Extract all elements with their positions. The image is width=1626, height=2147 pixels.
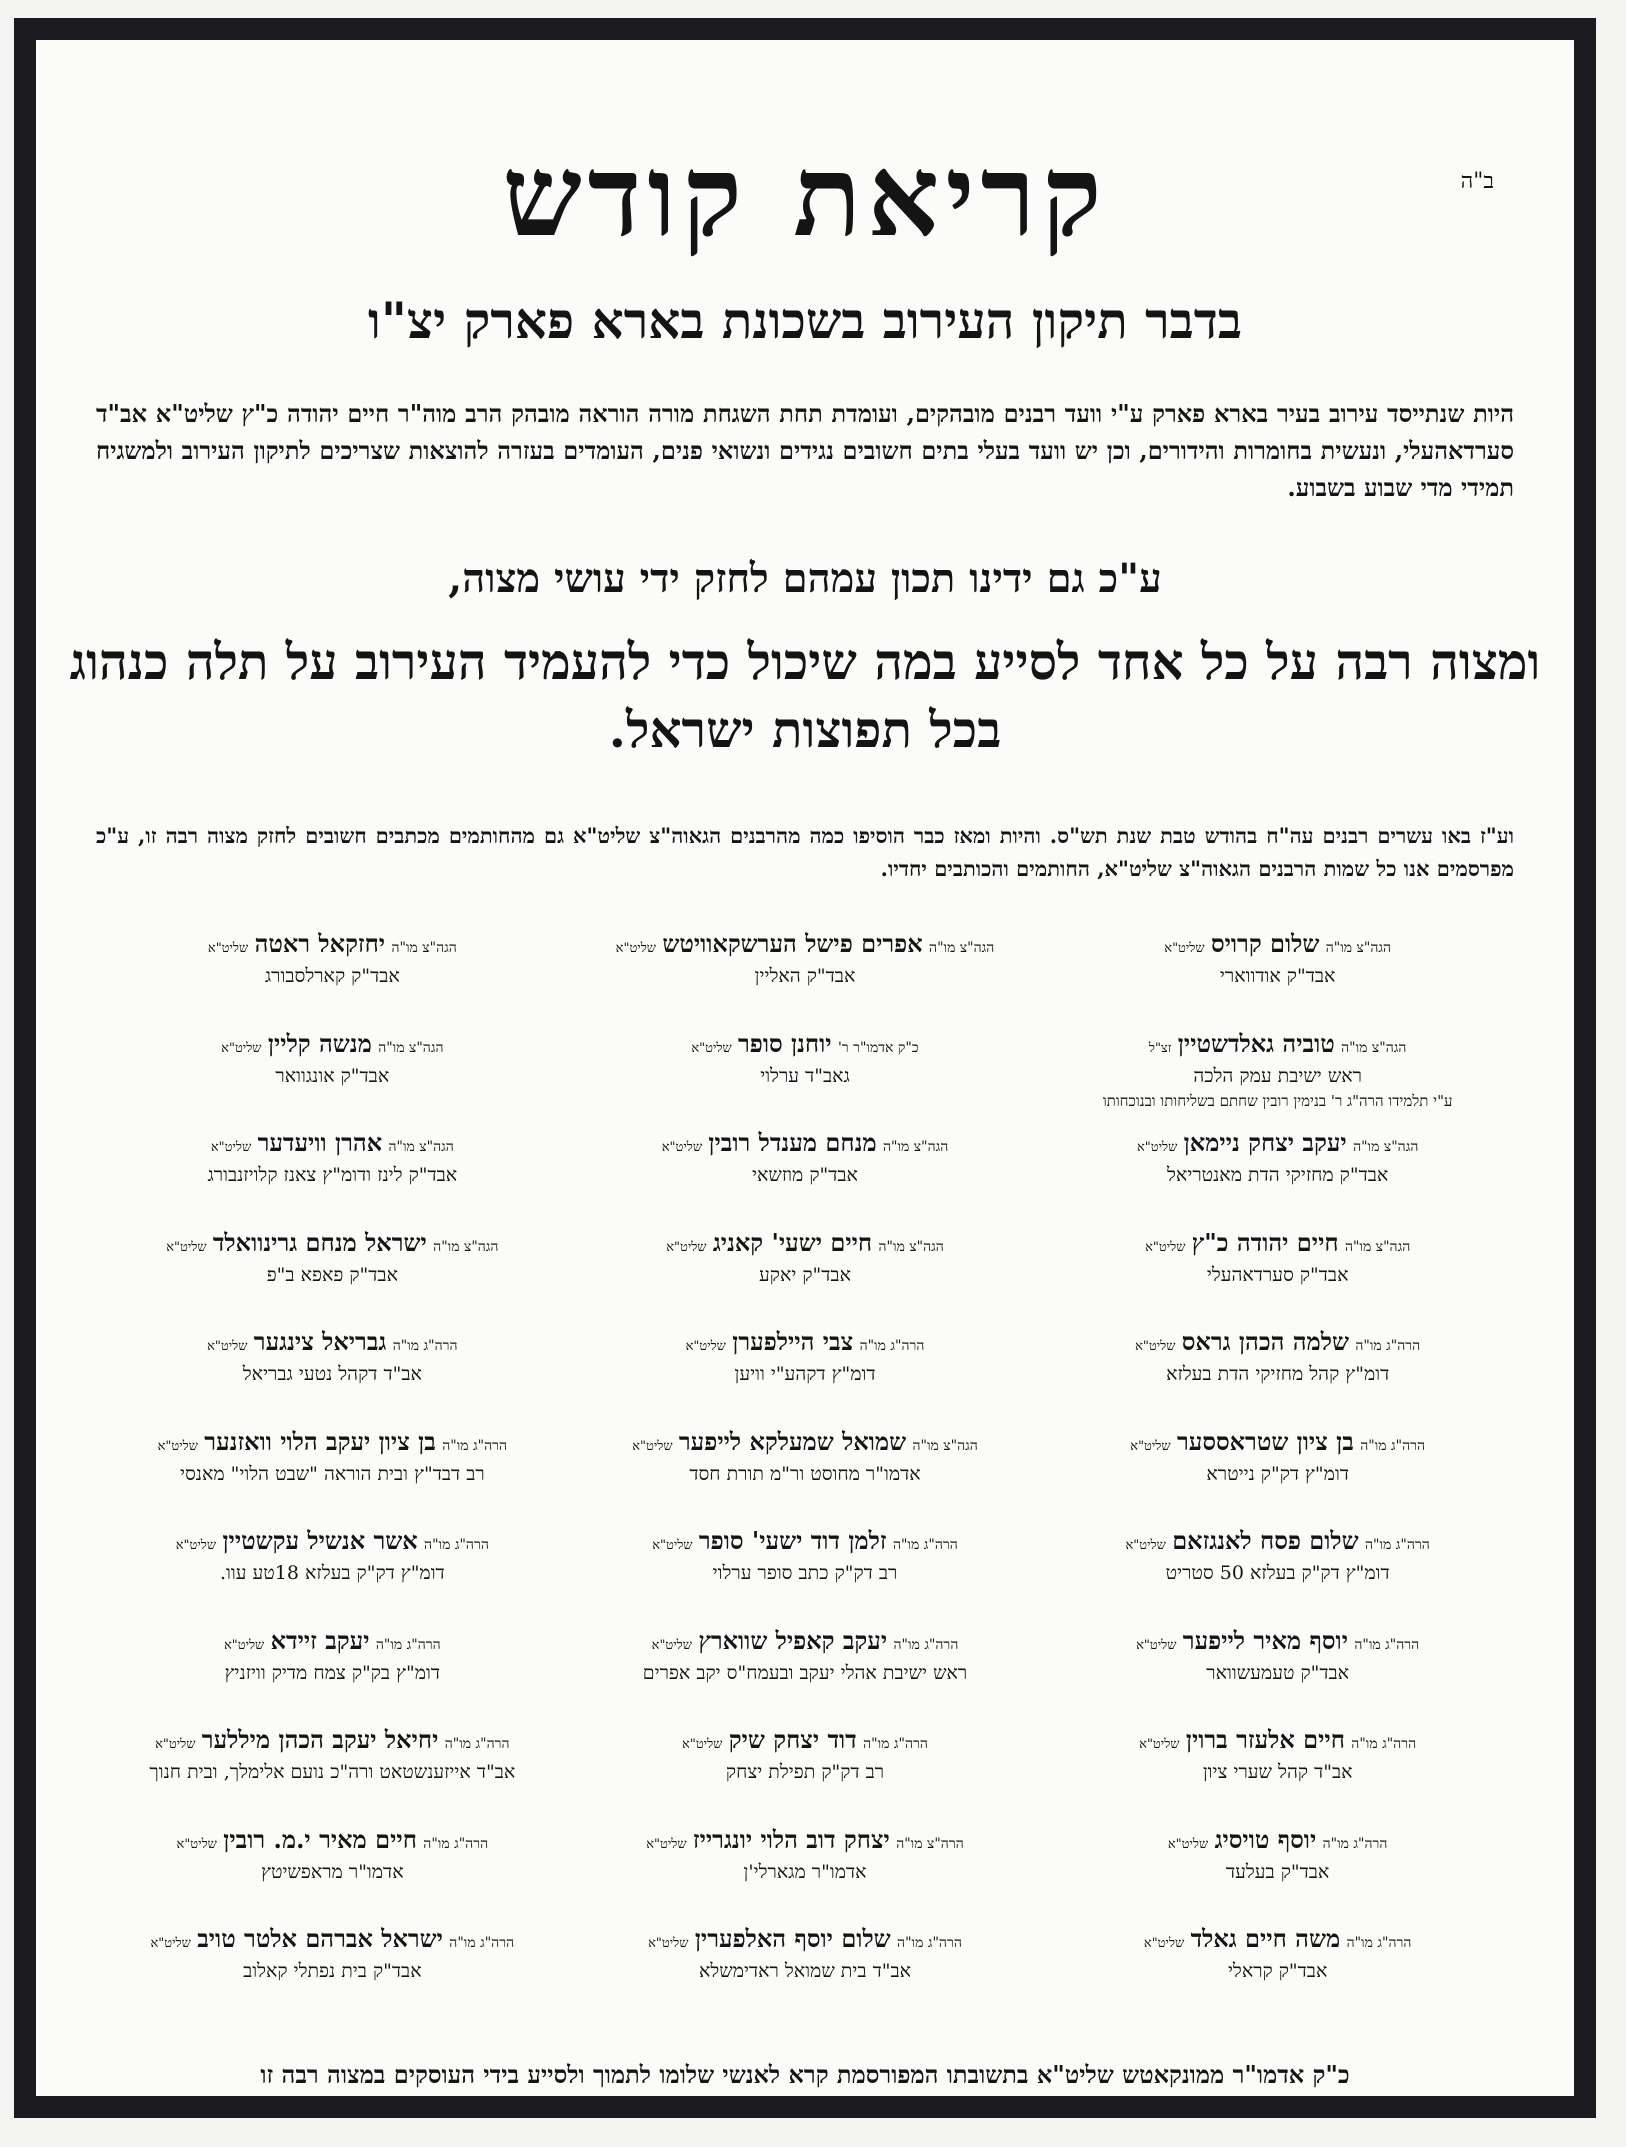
- signatory-name: יעקב זיידא: [270, 1625, 370, 1655]
- signatory-honorific: שליט"א: [223, 1637, 265, 1653]
- signatory-name-line: [96, 1822, 569, 1858]
- signatory-position: אבד"ק קראלי: [1227, 1960, 1328, 1983]
- signatories-grid: [96, 920, 1514, 2015]
- signatory-entry: [1041, 1716, 1514, 1816]
- signatory-name: מנחם מענדל רובין: [708, 1128, 877, 1158]
- signatory-title: הגה"צ מו"ה: [1353, 1139, 1419, 1156]
- bh-mark: ב"ה: [1460, 169, 1494, 194]
- signatory-name-line: [96, 1722, 569, 1758]
- signatory-entry: [569, 1119, 1042, 1219]
- signatory-entry: [569, 1517, 1042, 1617]
- signatory-name-line: [1041, 1921, 1514, 1957]
- signatory-position: אבד"ק מחזיקי הדת מאנטריאל: [1167, 1164, 1389, 1187]
- signatory-entry: [1041, 1020, 1514, 1120]
- signatory-title: הרה"ג מו"ה: [424, 1537, 489, 1554]
- signatory-name-line: [569, 1822, 1042, 1858]
- signatory-position: דומ"ץ דק"ק בעלזא 18טע עוו.: [219, 1562, 445, 1585]
- signatory-position: דומ"ץ בק"ק צמח מדיק וויזניץ: [224, 1661, 441, 1684]
- signatory-entry: [96, 1219, 569, 1319]
- signatory-title: הרה"צ מו"ה: [896, 1835, 964, 1852]
- signatory-name: חיים אלעזר ברוין: [1185, 1725, 1345, 1755]
- signatory-honorific: שליט"א: [157, 1438, 198, 1454]
- signatory-name-line: [1041, 1822, 1514, 1858]
- signatory-title: הגה"צ מו"ה: [378, 1039, 444, 1056]
- signatory-honorific: שליט"א: [648, 1936, 689, 1952]
- signatory-entry: [1041, 1318, 1514, 1418]
- signatory-name-line: [96, 1324, 569, 1360]
- signatory-name-line: [569, 1125, 1042, 1161]
- signatory-name-line: [569, 1623, 1042, 1659]
- signatory-title: הרה"ג מו"ה: [863, 1736, 928, 1753]
- signatory-entry: [569, 1816, 1042, 1916]
- signatory-name: חיים מאיר י.מ. רובין: [223, 1824, 417, 1854]
- signatory-honorific: זצ"ל: [1148, 1040, 1172, 1056]
- signatory-entry: [1041, 1617, 1514, 1717]
- signatory-name: גבריאל צינגער: [253, 1327, 387, 1357]
- signatory-title: הרה"ג מו"ה: [392, 1338, 458, 1355]
- signatory-entry: [96, 1119, 569, 1219]
- signatory-position: אבד"ק לינז ודומ"ץ צאנז קלויזנבורג: [207, 1164, 458, 1187]
- signatory-position: אב"ד אייזענשטאט ורה"כ נועם אלימלך, ובית חנוך: [149, 1761, 516, 1784]
- signatory-title: הגה"צ מו"ה: [388, 1139, 454, 1156]
- footer-line: כ"ק אדמו"ר ממונקאטש שליט"א בתשובתו המפורסמת קרא לאנשי שלומו לתמוך ולסייע בידי העוסקים במצוה רבה זו: [260, 2060, 1350, 2089]
- signatory-title: הרה"ג מו"ה: [1364, 1537, 1430, 1554]
- note-paragraph: וע"ז באו עשרים רבנים עה"ח בהודש טבת שנת תש"ס. והיות ומאז כבר הוסיפו כמה מהרבנים הגאוה"צ שליט"א גם מהחותמים מכתבים חשובים לחזק מצוה רבה זו, ע"כ מפרסמים אנו כל שמות הרבנים הגאוה"צ שליט"א, החותמים והכותבים יחדיו.: [96, 823, 1514, 881]
- signatory-honorific: שליט"א: [1145, 1239, 1186, 1255]
- signatory-honorific: שליט"א: [615, 941, 656, 956]
- signatory-name: יוסף מאיר לייפער: [1182, 1625, 1348, 1655]
- signatory-honorific: שליט"א: [685, 1339, 726, 1355]
- signatory-position: אדמו"ר מגארלי'ן: [743, 1860, 867, 1883]
- signatory-name: שלום פסח לאנגזאם: [1172, 1526, 1359, 1556]
- signatory-honorific: שליט"א: [155, 1737, 196, 1753]
- signatory-name-line: [569, 1225, 1042, 1261]
- signatory-entry: [96, 1716, 569, 1816]
- signatory-honorific: שליט"א: [1130, 1438, 1171, 1454]
- signatory-title: הרה"ג מו"ה: [375, 1636, 441, 1653]
- signatory-name: מנשה קליין: [267, 1028, 372, 1058]
- signatory-title: הרה"ג מו"ה: [1355, 1338, 1421, 1355]
- signatory-entry: [569, 1716, 1042, 1816]
- signatory-position: אבד"ק טעמעשוואר: [1206, 1661, 1350, 1684]
- signatory-title: הגה"צ מו"ה: [1325, 940, 1392, 956]
- signatory-honorific: שליט"א: [1135, 1339, 1176, 1355]
- signatory-name: דוד יצחק שיק: [728, 1725, 857, 1755]
- signatory-entry: [1041, 1418, 1514, 1518]
- signatory-position: אבד"ק קארלסבורג: [264, 965, 400, 987]
- signatory-honorific: שליט"א: [1143, 1936, 1185, 1952]
- page-border: [14, 18, 1596, 2118]
- signatory-title: הרה"ג מו"ה: [897, 1935, 962, 1952]
- signatory-entry: [96, 1617, 569, 1717]
- signatory-honorific: שליט"א: [651, 1637, 692, 1653]
- signatory-honorific: שליט"א: [166, 1239, 207, 1255]
- signatory-name: ישראל מנחם גרינוואלד: [212, 1227, 427, 1257]
- signatory-name: ישראל אברהם אלטר טויב: [197, 1924, 443, 1954]
- signatory-honorific: שליט"א: [1164, 941, 1205, 956]
- signatory-position: דומ"ץ קהל מחזיקי הדת בעלזא: [1166, 1363, 1390, 1386]
- signatory-title: הגה"צ מו"ה: [912, 1437, 978, 1454]
- signatory-name-line: [96, 1623, 569, 1659]
- signatory-entry: [96, 1517, 569, 1617]
- signatory-position: רב דבד"ץ ובית הוראה "שבט הלוי" מאנסי: [179, 1462, 485, 1485]
- signatory-name: חיים ישעי' קאניג: [712, 1227, 873, 1257]
- signatory-name-line: [96, 1225, 569, 1261]
- signatory-honorific: שליט"א: [176, 1836, 217, 1852]
- signatory-name: יוחנן סופר: [738, 1028, 832, 1058]
- signatory-name: בן ציון שטראססער: [1176, 1426, 1354, 1456]
- signatory-position: אב"ד בית שמואל ראדימשלא: [699, 1960, 912, 1983]
- signatory-position: אבד"ק אודווארי: [1219, 965, 1336, 987]
- signatory-name-line: [569, 1921, 1042, 1957]
- signatory-name-line: [1041, 1324, 1514, 1360]
- page-title: קריאת קודש: [502, 131, 1108, 262]
- signatory-position: אבד"ק פאפא ב"פ: [266, 1263, 398, 1286]
- signatory-honorific: שליט"א: [1136, 1140, 1178, 1156]
- signatory-entry: [96, 1418, 569, 1518]
- signatory-entry: [96, 1816, 569, 1916]
- signatory-name: יעקב קאפיל שווארץ: [698, 1625, 888, 1655]
- signatory-name: אפרים פישל הערשקאוויטש: [662, 929, 923, 958]
- signatory-name: אהרן וויעדער: [257, 1128, 383, 1158]
- signatory-title: הרה"ג מו"ה: [449, 1935, 515, 1952]
- signatory-name-line: [96, 1523, 569, 1559]
- signatory-name-line: [1041, 1424, 1514, 1460]
- signatory-name: יחזקאל ראטה: [254, 929, 386, 958]
- signatory-title: הרה"ג מו"ה: [892, 1537, 958, 1554]
- signatory-name-line: [96, 1026, 569, 1062]
- signatory-title: הרה"ג מו"ה: [1354, 1636, 1420, 1653]
- signatory-title: הגה"צ מו"ה: [1341, 1039, 1407, 1056]
- signatory-name: זלמן דוד ישעי' סופר: [698, 1526, 887, 1556]
- signatory-name-line: [96, 926, 569, 962]
- signatory-title: הרה"ג מו"ה: [893, 1636, 959, 1653]
- signatory-entry: [1041, 1119, 1514, 1219]
- signatory-name: משה חיים גאלד: [1190, 1924, 1341, 1954]
- signatory-name-line: [96, 1921, 569, 1957]
- signatory-title: הגה"צ מו"ה: [882, 1139, 949, 1156]
- signatory-position: ראש ישיבת עמק הלכה: [1193, 1064, 1363, 1087]
- signatory-position: אב"ד קהל שערי ציון: [1202, 1761, 1353, 1784]
- intro-paragraph: היות שנתייסד עירוב בעיר בארא פארק ע"י וועד רבנים מובהקים, ועומדת תחת השגחת מורה הוראה מובהק הרב מוה"ר חיים יהודה כ"ץ שליט"א אב"ד סערדאהעלי, ונעשית בחומרות והידורים, וכן יש וועד בעלי בתים חשובים נגידים ונשואי פנים, העומדים בעזרה להוצאות שצריכים לתיקון העירוב ולמשגיח תמידי מדי שבוע בשבוע.: [96, 399, 1514, 503]
- signatory-position: אב"ד דקהל נטעי גבריאל: [242, 1363, 422, 1386]
- signatory-honorific: שליט"א: [632, 1438, 673, 1454]
- signatory-honorific: שליט"א: [207, 941, 249, 956]
- signatory-title: הרה"ג מו"ה: [444, 1736, 510, 1753]
- signatory-entry: [569, 1318, 1042, 1418]
- signatory-position: אבד"ק האליין: [754, 965, 856, 987]
- signatory-honorific: שליט"א: [175, 1538, 217, 1554]
- signatory-title: הרה"ג מו"ה: [423, 1835, 489, 1852]
- signatory-entry: [569, 1617, 1042, 1717]
- signatory-name-line: [569, 1324, 1042, 1360]
- signatory-entry: [569, 1418, 1042, 1518]
- signatory-honorific: שליט"א: [666, 1239, 707, 1255]
- signatory-position: אבד"ק אונגוואר: [275, 1064, 390, 1087]
- signatory-name-line: [1041, 926, 1514, 962]
- signatory-name: טוביה גאלדשטיין: [1177, 1028, 1335, 1058]
- signatory-name-line: [96, 1424, 569, 1460]
- signatory-honorific: שליט"א: [646, 1836, 687, 1852]
- signatory-title: הגה"צ מו"ה: [878, 1238, 944, 1255]
- signatory-name: שמואל שמעלקא לייפער: [678, 1426, 907, 1456]
- signatory-honorific: שליט"א: [210, 1140, 252, 1156]
- signatory-honorific: שליט"א: [652, 1538, 693, 1554]
- signatory-position: אבד"ק בעלעד: [1226, 1860, 1330, 1883]
- signatory-title: הגה"צ מו"ה: [433, 1238, 499, 1255]
- signatory-position: ראש ישיבת אהלי יעקב ובעמח"ס יקב אפרים: [642, 1661, 968, 1684]
- signatory-position: אבד"ק מוזשאי: [752, 1164, 858, 1187]
- signatory-title: הרה"ג מו"ה: [442, 1437, 508, 1454]
- signatory-entry: [96, 1915, 569, 2015]
- signatory-title: הגה"צ מו"ה: [1344, 1238, 1411, 1255]
- signatory-title: הגה"צ מו"ה: [391, 940, 457, 956]
- signatory-entry: [1041, 1915, 1514, 2015]
- signatory-position: אדמו"ר מחוסט ור"מ תורת חסד: [689, 1462, 921, 1485]
- signatory-honorific: שליט"א: [1125, 1538, 1166, 1554]
- signatory-position: רב דק"ק תפילת יצחק: [725, 1761, 885, 1784]
- signatory-name-line: [569, 926, 1042, 962]
- signatory-honorific: שליט"א: [1167, 1836, 1209, 1852]
- signatory-position: גאב"ד ערלוי: [760, 1064, 850, 1087]
- signatory-name: בן ציון יעקב הלוי וואזנער: [204, 1426, 436, 1456]
- signatory-name: שלום קרויס: [1210, 929, 1320, 958]
- signatory-honorific: שליט"א: [1136, 1637, 1177, 1653]
- signatory-position: דומ"ץ דק"ק נייטרא: [1206, 1462, 1349, 1485]
- signatory-name-line: [569, 1026, 1042, 1062]
- signatory-name: יוסף טויסיג: [1214, 1824, 1317, 1854]
- signatory-honorific: שליט"א: [661, 1140, 703, 1156]
- signatory-honorific: שליט"א: [691, 1040, 732, 1056]
- signatory-entry: [1041, 920, 1514, 1020]
- signatory-title: הרה"ג מו"ה: [859, 1338, 925, 1355]
- signatory-honorific: שליט"א: [150, 1936, 191, 1952]
- signatory-honorific: שליט"א: [1139, 1737, 1180, 1753]
- page-subtitle: בדבר תיקון העירוב בשכונת בארא פארק יצ"ו: [368, 291, 1242, 350]
- signatory-entry: [96, 920, 569, 1020]
- signatory-position: אבד"ק סערדאהעלי: [1206, 1263, 1349, 1286]
- signatory-entry: [569, 1219, 1042, 1319]
- signatory-title: הרה"ג מו"ה: [1322, 1835, 1388, 1852]
- signatory-entry: [569, 1915, 1042, 2015]
- signatory-position: אדמו"ר מראפשיטץ: [261, 1860, 404, 1883]
- signatory-name: צבי היילפערן: [732, 1327, 854, 1357]
- signatory-name: יעקב יצחק ניימאן: [1183, 1128, 1347, 1158]
- signatory-entry: [1041, 1219, 1514, 1319]
- notice-page: [36, 40, 1574, 2096]
- signatory-name-line: [1041, 1523, 1514, 1559]
- signatory-honorific: שליט"א: [221, 1040, 262, 1056]
- signatory-name: שלמה הכהן גראס: [1181, 1327, 1349, 1357]
- signatory-entry: [569, 1020, 1042, 1120]
- signatory-entry: [1041, 1517, 1514, 1617]
- signatory-title: הרה"ג מו"ה: [1346, 1935, 1412, 1952]
- signatory-name: שלום יוסף האלפערין: [694, 1924, 891, 1954]
- signatory-name-line: [569, 1523, 1042, 1559]
- signatory-honorific: שליט"א: [682, 1737, 723, 1753]
- signatory-name-line: [1041, 1125, 1514, 1161]
- signatory-entry: [569, 920, 1042, 1020]
- signatory-position: רב דק"ק כתב סופר ערלוי: [712, 1562, 898, 1585]
- signatory-position: דומ"ץ דקהע"י וויען: [734, 1363, 876, 1386]
- signatory-name-line: [1041, 1026, 1514, 1062]
- signatory-name-line: [1041, 1225, 1514, 1261]
- signatory-name-line: [569, 1722, 1042, 1758]
- call-line-1: ע"כ גם ידינו תכון עמהם לחזק ידי עושי מצוה,: [448, 555, 1162, 602]
- signatory-position: אבד"ק בית נפתלי קאלוב: [243, 1960, 422, 1983]
- signatory-entry: [96, 1020, 569, 1120]
- signatory-name: יחיאל יעקב הכהן מיללער: [201, 1725, 439, 1755]
- signatory-name: יצחק דוב הלוי יונגרייז: [692, 1824, 890, 1854]
- signatory-name-line: [569, 1424, 1042, 1460]
- signatory-title: הרה"ג מו"ה: [1360, 1437, 1426, 1454]
- signatory-title: הרה"ג מו"ה: [1351, 1736, 1417, 1753]
- signatory-name-line: [96, 1125, 569, 1161]
- signatory-honorific: שליט"א: [207, 1339, 248, 1355]
- signatory-position: דומ"ץ דק"ק בעלזא 50 סטריט: [1165, 1562, 1390, 1585]
- signatory-entry: [1041, 1816, 1514, 1916]
- signatory-name-line: [1041, 1722, 1514, 1758]
- call-line-2: ומצוה רבה על כל אחד לסייע במה שיכול כדי להעמיד העירוב על תלה כנהוג בכל תפוצות ישראל.: [69, 632, 1541, 759]
- signatory-title: הגה"צ מו"ה: [929, 940, 995, 956]
- signatory-name: חיים יהודה כ"ץ: [1191, 1227, 1339, 1257]
- signatory-name-line: [1041, 1623, 1514, 1659]
- signatory-position: אבד"ק יאקע: [759, 1263, 851, 1286]
- signatory-note: ע"י תלמידו הרה"ג ר' בנימין רובין שחתם בשליחותו ובנוכחותו: [1102, 1092, 1453, 1111]
- signatory-title: כ"ק אדמו"ר ר': [837, 1039, 919, 1056]
- signatory-entry: [96, 1318, 569, 1418]
- signatory-name: אשר אנשיל עקשטיין: [222, 1526, 418, 1556]
